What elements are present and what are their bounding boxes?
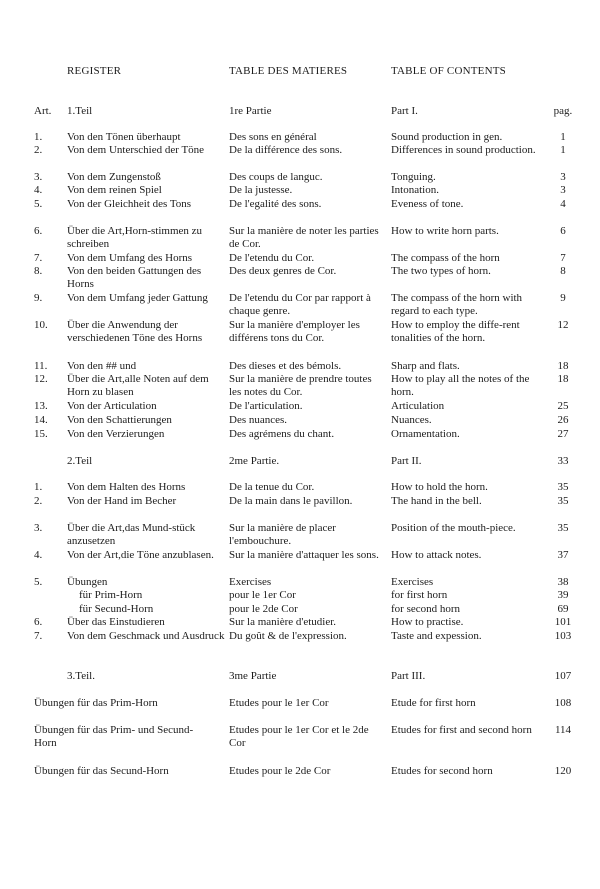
item-number: 7. bbox=[34, 252, 43, 264]
item-page: 35 bbox=[557, 522, 569, 534]
part1-title-de: 1.Teil bbox=[67, 105, 93, 117]
part2-title-de: 2.Teil bbox=[67, 455, 93, 467]
item-title-en: Etudes for second horn bbox=[391, 765, 493, 777]
item-number: 3. bbox=[34, 522, 43, 534]
item-title-fr: Sur la manière d'attaquer les sons. bbox=[229, 549, 379, 561]
header-table-of-contents: TABLE OF CONTENTS bbox=[391, 65, 506, 77]
item-title-fr: De la justesse. bbox=[229, 184, 293, 196]
item-page: 69 bbox=[557, 603, 569, 615]
item-page: 114 bbox=[554, 724, 572, 736]
item-title-de: Übungen für das Secund-Horn bbox=[34, 765, 169, 777]
header-table-des-matieres: TABLE DES MATIERES bbox=[229, 65, 348, 77]
item-page: 103 bbox=[554, 630, 572, 642]
item-title-fr: Sur la manière de noter les parties de Cor. bbox=[229, 225, 379, 250]
item-title-en: Tonguing. bbox=[391, 171, 436, 183]
item-title-fr: pour le 2de Cor bbox=[229, 603, 298, 615]
item-title-de: Von den ## und bbox=[67, 360, 137, 372]
item-number: 7. bbox=[34, 630, 43, 642]
item-page: 101 bbox=[554, 616, 572, 628]
item-title-en: Articulation bbox=[391, 400, 445, 412]
item-title-fr: pour le 1er Cor bbox=[229, 589, 296, 601]
item-title-fr: Des deux genres de Cor. bbox=[229, 265, 337, 277]
item-title-fr: Etudes pour le 2de Cor bbox=[229, 765, 331, 777]
item-title-de: Von den beiden Gattungen des Horns bbox=[67, 265, 202, 290]
header-register: REGISTER bbox=[67, 65, 122, 77]
item-title-en: Etude for first horn bbox=[391, 697, 476, 709]
item-number: 5. bbox=[34, 198, 43, 210]
item-title-fr: De la tenue du Cor. bbox=[229, 481, 315, 493]
item-title-de: Von dem Zungenstoß bbox=[67, 171, 161, 183]
item-title-fr: De l'articulation. bbox=[229, 400, 303, 412]
item-title-en: The two types of horn. bbox=[391, 265, 491, 277]
item-number: 2. bbox=[34, 495, 43, 507]
item-page: 35 bbox=[557, 495, 569, 507]
item-title-fr: Etudes pour le 1er Cor bbox=[229, 697, 329, 709]
item-title-en: Nuances. bbox=[391, 414, 432, 426]
item-title-de: Übungen bbox=[67, 576, 108, 588]
item-number: 5. bbox=[34, 576, 43, 588]
item-title-fr: De l'egalité des sons. bbox=[229, 198, 322, 210]
item-page: 7 bbox=[560, 252, 566, 264]
item-title-fr: Sur la manière d'etudier. bbox=[229, 616, 337, 628]
item-title-de: Über das Einstudieren bbox=[67, 616, 165, 628]
item-title-fr: De l'etendu du Cor par rapport à chaque genre. bbox=[229, 292, 371, 317]
item-title-en: Intonation. bbox=[391, 184, 439, 196]
item-title-de: Über die Art,alle Noten auf dem Horn zu blasen bbox=[67, 373, 209, 398]
item-number: 14. bbox=[34, 414, 48, 426]
item-page: 9 bbox=[560, 292, 566, 304]
part1-title-fr: 1re Partie bbox=[229, 105, 272, 117]
item-page: 6 bbox=[560, 225, 566, 237]
item-page: 4 bbox=[560, 198, 566, 210]
item-title-en: Ornamentation. bbox=[391, 428, 460, 440]
item-title-de: Von den Verzierungen bbox=[67, 428, 165, 440]
item-title-fr: Des coups de languc. bbox=[229, 171, 323, 183]
part3-title-de: 3.Teil. bbox=[67, 670, 95, 682]
part3-page: 107 bbox=[554, 670, 572, 682]
item-title-en: How to hold the horn. bbox=[391, 481, 488, 493]
item-title-de: für Secund-Horn bbox=[79, 603, 154, 615]
item-title-de: Von den Schattierungen bbox=[67, 414, 172, 426]
item-title-en: Differences in sound production. bbox=[391, 144, 536, 156]
item-title-de: Über die Art,Horn-stimmen zu schreiben bbox=[67, 225, 203, 250]
item-number: 1. bbox=[34, 131, 43, 143]
item-page: 27 bbox=[557, 428, 569, 440]
item-title-de: Übungen für das Prim- und Secund-Horn bbox=[34, 724, 194, 749]
item-title-de: Von dem Umfang des Horns bbox=[67, 252, 193, 264]
item-title-en: How to write horn parts. bbox=[391, 225, 499, 237]
item-number: 9. bbox=[34, 292, 43, 304]
item-title-de: Über die Anwendung der verschiedenen Töne des Horns bbox=[67, 319, 203, 344]
item-title-en: The compass of the horn with regard to each type. bbox=[391, 292, 523, 317]
item-number: 4. bbox=[34, 184, 43, 196]
item-title-en: How to employ the diffe-rent tonalities of the horn. bbox=[391, 319, 520, 344]
item-title-fr: Des dieses et des bémols. bbox=[229, 360, 342, 372]
item-title-de: Von dem Halten des Horns bbox=[67, 481, 186, 493]
item-number: 2. bbox=[34, 144, 43, 156]
part2-page: 33 bbox=[557, 455, 569, 467]
item-title-fr: Exercises bbox=[229, 576, 272, 588]
part3-title-en: Part III. bbox=[391, 670, 426, 682]
item-title-de: Von den Tönen überhaupt bbox=[67, 131, 181, 143]
art-label: Art. bbox=[34, 105, 52, 117]
item-number: 13. bbox=[34, 400, 48, 412]
item-title-de: Von dem Unterschied der Töne bbox=[67, 144, 205, 156]
item-page: 120 bbox=[554, 765, 572, 777]
item-page: 8 bbox=[560, 265, 566, 277]
item-title-en: How to attack notes. bbox=[391, 549, 482, 561]
part3-title-fr: 3me Partie bbox=[229, 670, 277, 682]
item-title-de: Von der Articulation bbox=[67, 400, 157, 412]
item-title-en: How to play all the notes of the horn. bbox=[391, 373, 530, 398]
item-title-de: Von dem Geschmack und Ausdruck bbox=[67, 630, 225, 642]
item-number: 15. bbox=[34, 428, 48, 440]
item-number: 11. bbox=[34, 360, 48, 372]
item-title-fr: Sur la manière de prendre toutes les notes du Cor. bbox=[229, 373, 372, 398]
item-number: 10. bbox=[34, 319, 48, 331]
item-title-fr: Sur la manière d'employer les différens tons du Cor. bbox=[229, 319, 360, 344]
item-number: 6. bbox=[34, 225, 43, 237]
pag-label: pag. bbox=[553, 105, 573, 117]
item-page: 26 bbox=[557, 414, 569, 426]
item-page: 25 bbox=[557, 400, 569, 412]
item-title-en: How to practise. bbox=[391, 616, 464, 628]
item-page: 1 bbox=[560, 131, 566, 143]
item-page: 39 bbox=[557, 589, 569, 601]
part2-title-en: Part II. bbox=[391, 455, 422, 467]
item-title-fr: Sur la manière de placer l'embouchure. bbox=[229, 522, 336, 547]
item-title-en: for second horn bbox=[391, 603, 461, 615]
item-title-en: Sharp and flats. bbox=[391, 360, 460, 372]
item-page: 38 bbox=[557, 576, 569, 588]
item-page: 1 bbox=[560, 144, 566, 156]
item-title-fr: Des sons en général bbox=[229, 131, 317, 143]
item-title-de: Von der Art,die Töne anzublasen. bbox=[67, 549, 214, 561]
item-title-en: Etudes for first and second horn bbox=[391, 724, 532, 736]
item-title-fr: Des agrémens du chant. bbox=[229, 428, 335, 440]
item-number: 4. bbox=[34, 549, 43, 561]
item-title-en: Sound production in gen. bbox=[391, 131, 503, 143]
item-title-fr: Etudes pour le 1er Cor et le 2de Cor bbox=[229, 724, 369, 749]
item-number: 8. bbox=[34, 265, 43, 277]
item-number: 12. bbox=[34, 373, 48, 385]
item-title-en: The hand in the bell. bbox=[391, 495, 482, 507]
item-title-de: Von dem reinen Spiel bbox=[67, 184, 162, 196]
item-title-fr: Du goût & de l'expression. bbox=[229, 630, 347, 642]
item-title-en: Exercises bbox=[391, 576, 434, 588]
item-page: 108 bbox=[554, 697, 572, 709]
item-page: 3 bbox=[560, 171, 566, 183]
item-page: 3 bbox=[560, 184, 566, 196]
item-title-de: Von der Hand im Becher bbox=[67, 495, 177, 507]
item-title-en: The compass of the horn bbox=[391, 252, 500, 264]
item-title-de: Von der Gleichheit des Tons bbox=[67, 198, 192, 210]
item-title-de: für Prim-Horn bbox=[79, 589, 143, 601]
item-number: 3. bbox=[34, 171, 43, 183]
item-title-en: Eveness of tone. bbox=[391, 198, 464, 210]
item-page: 18 bbox=[557, 373, 569, 385]
item-title-de: Über die Art,das Mund-stück anzusetzen bbox=[67, 522, 196, 547]
item-title-fr: De l'etendu du Cor. bbox=[229, 252, 315, 264]
part2-title-fr: 2me Partie. bbox=[229, 455, 280, 467]
item-title-en: Taste and expession. bbox=[391, 630, 482, 642]
item-title-fr: Des nuances. bbox=[229, 414, 288, 426]
item-page: 37 bbox=[557, 549, 569, 561]
item-title-fr: De la main dans le pavillon. bbox=[229, 495, 353, 507]
item-page: 35 bbox=[557, 481, 569, 493]
item-title-de: Von dem Umfang jeder Gattung bbox=[67, 292, 208, 304]
item-title-en: for first horn bbox=[391, 589, 448, 601]
item-page: 12 bbox=[557, 319, 569, 331]
item-title-de: Übungen für das Prim-Horn bbox=[34, 697, 158, 709]
item-title-fr: De la différence des sons. bbox=[229, 144, 343, 156]
item-title-en: Position of the mouth-piece. bbox=[391, 522, 516, 534]
item-number: 1. bbox=[34, 481, 43, 493]
part1-title-en: Part I. bbox=[391, 105, 418, 117]
item-page: 18 bbox=[557, 360, 569, 372]
item-number: 6. bbox=[34, 616, 43, 628]
